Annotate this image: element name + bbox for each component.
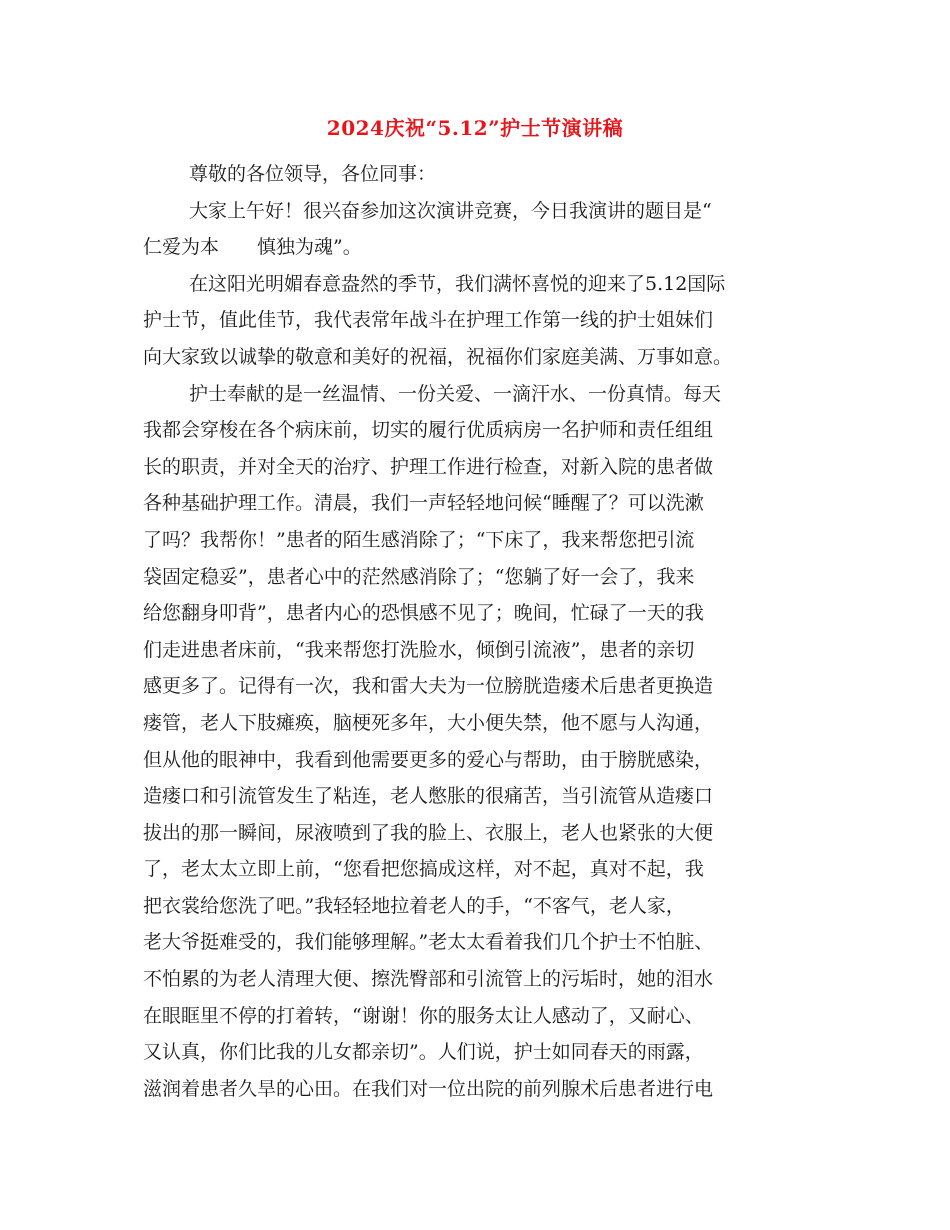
paragraph-line: 感更多了。记得有一次，我和雷大夫为一位膀胱造瘘术后患者更换造 (143, 675, 714, 698)
paragraph-line: 滋润着患者久旱的心田。在我们对一位出院的前列腺术后患者进行电 (143, 1077, 714, 1100)
paragraph-line: 在这阳光明媚春意盎然的季节，我们满怀喜悦的迎来了5.12国际 (189, 272, 726, 295)
paragraph-line: 把衣裳给您洗了吧。”我轻轻地拉着老人的手，“不客气，老人家， (143, 894, 685, 917)
paragraph-line: 护士节，值此佳节，我代表常年战斗在护理工作第一线的护士姐妹们 (143, 309, 714, 332)
paragraph-line: 在眼眶里不停的打着转，“谢谢！你的服务太让人感动了，又耐心、 (143, 1004, 704, 1027)
paragraph-line: 了吗？我帮你！”患者的陌生感消除了；“下床了，我来帮您把引流 (143, 528, 695, 551)
document-body (143, 156, 813, 1107)
paragraph-line: 但从他的眼神中，我看到他需要更多的爱心与帮助，由于膀胱感染， (143, 748, 714, 771)
paragraph-line: 瘘管，老人下肢瘫痪，脑梗死多年，大小便失禁，他不愿与人沟通， (143, 711, 714, 734)
paragraph-line: 护士奉献的是一丝温情、一份关爱、一滴汗水、一份真情。每天 (189, 382, 722, 405)
paragraph-line: 袋固定稳妥”，患者心中的茫然感消除了；“您躺了好一会了，我来 (143, 565, 695, 588)
paragraph-line: 了，老太太立即上前，“您看把您搞成这样，对不起，真对不起，我 (143, 858, 704, 881)
paragraph-line: 老大爷挺难受的，我们能够理解。”老太太看着我们几个护士不怕脏、 (143, 931, 714, 954)
paragraph-line: 长的职责，并对全天的治疗、护理工作进行检查，对新入院的患者做 (143, 455, 714, 478)
paragraph-line: 造瘘口和引流管发生了粘连，老人憋胀的很痛苦，当引流管从造瘘口 (143, 785, 714, 808)
paragraph-line: 不怕累的为老人清理大便、擦洗臀部和引流管上的污垢时，她的泪水 (143, 968, 714, 991)
paragraph-line: 向大家致以诚挚的敬意和美好的祝福，祝福你们家庭美满、万事如意。 (143, 345, 733, 368)
paragraph-line: 拔出的那一瞬间，尿液喷到了我的脸上、衣服上，老人也紧张的大便 (143, 821, 714, 844)
paragraph-line: 各种基础护理工作。清晨，我们一声轻轻地问候“睡醒了？可以洗漱 (143, 492, 704, 515)
paragraph-line: 们走进患者床前，“我来帮您打洗脸水，倾倒引流液”，患者的亲切 (143, 638, 695, 661)
salutation-line: 尊敬的各位领导，各位同事： (189, 163, 437, 185)
paragraph-line: 又认真，你们比我的儿女都亲切”。人们说，护士如同春天的雨露， (143, 1041, 704, 1064)
paragraph-line: 我都会穿梭在各个病床前，切实的履行优质病房一名护师和责任组组 (143, 419, 714, 442)
paragraph-line: 大家上午好！很兴奋参加这次演讲竞赛，今日我演讲的题目是“ (189, 199, 712, 222)
paragraph-line: 仁爱为本 慎独为魂”。 (143, 236, 362, 259)
document-title: 2024庆祝“5.12”护士节演讲稿 (326, 116, 624, 140)
paragraph-line: 给您翻身叩背”，患者内心的恐惧感不见了；晚间，忙碌了一天的我 (143, 602, 704, 625)
